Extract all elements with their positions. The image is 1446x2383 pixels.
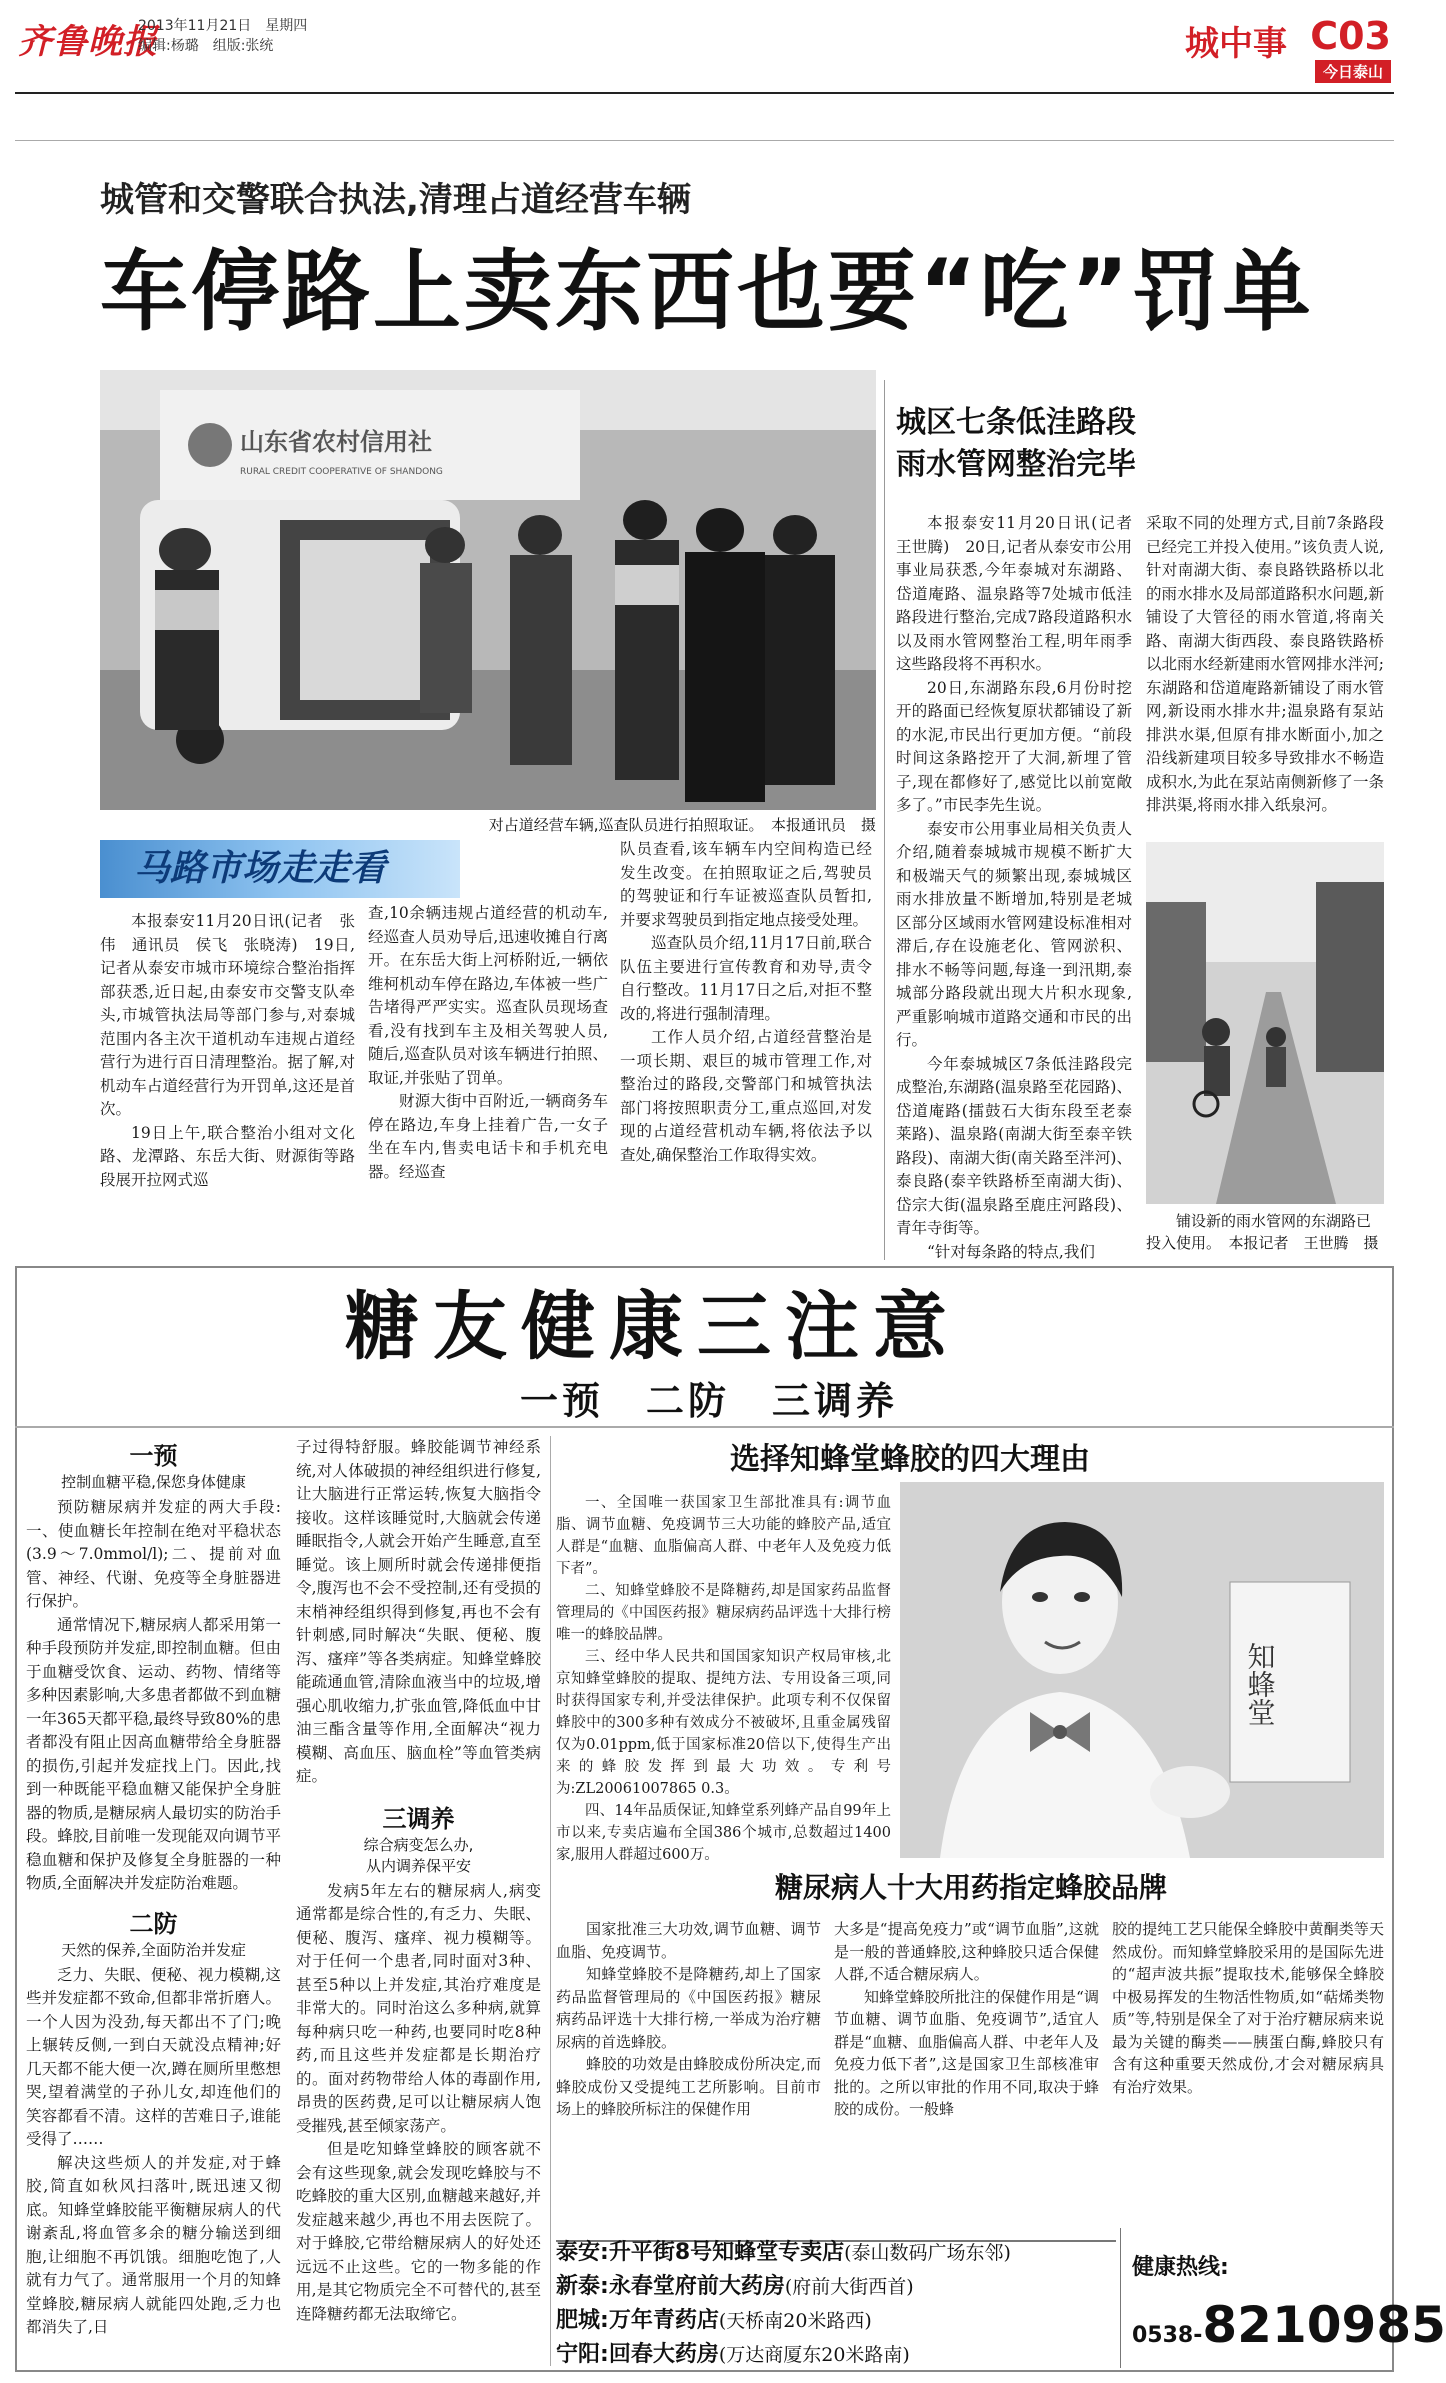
shop-item: 宁阳:回春大药房(万达商厦东20米路南) [556, 2342, 910, 2367]
issue-date: 2013年11月21日 星期四 [138, 18, 308, 34]
header-rule [15, 92, 1394, 94]
brand-body-col1: 国家批准三大功效,调节血糖、调节血脂、免疫调节。 知蜂堂蜂胶不是降糖药,却上了国家药品监督管理局的《中国医药报》糖尿病药品评选十大排行榜,一举成为治疗糖尿病的首选蜂胶。 蜂胶的功效是由蜂胶成份所决定,而蜂胶成份又受提纯工艺所影响。目前市场上的蜂胶所标注的保健作用 [556, 1920, 821, 2118]
reasons-body: 一、全国唯一获国家卫生部批准具有:调节血脂、调节血糖、免疫调节三大功能的蜂胶产品,适宜人群是“血糖、血脂偏高人群、中老年人及免疫力低下者”。 二、知蜂堂蜂胶不是降糖药,却是国家药品监督管理局的《中国医药报》糖尿病药品评选十大排行榜唯一的蜂胶品牌。 三、经中华人民共和国国家知识产权局审核,北京知蜂堂蜂胶的提取、提纯方法、专用设备三项,同时获得国家专利,并受法律保护。此项专利不仅保留蜂胶中的300多种有效成分不被破坏,且重金属残留仅为0.01ppm,低于国家标准20倍以下,使得生产出来的蜂胶发挥到最大功效。专利号为:ZL20061007865 0.3。 四、14年品质保证,知蜂堂系列蜂产品自99年上市以来,专卖店遍布全国386个城市,总数超过1400家,服用人群超过600万。 [556, 1495, 891, 1863]
newspaper-logo: 齐鲁晚报 [18, 22, 158, 62]
column-banner-text: 马路市场走走看 [134, 848, 387, 889]
hotline-digits: 8210985 [1202, 2296, 1446, 2354]
col2-body: 子过得特舒服。蜂胶能调节神经系统,对人体破损的神经组织进行修复,让大脑进行正常运转,恢复大脑指令接收。这样该睡觉时,大脑就会传递睡眠指令,人就会开始产生睡意,直至睡觉。该上厕所时就会传递排便指令,腹泻也不会不受控制,还有受损的末梢神经组织得到修复,再也不会有针刺感,同时解决“失眠、便秘、腹泻、瘙痒”等各类病症。知蜂堂蜂胶能疏通血管,清除血液当中的垃圾,增强心肌收缩力,扩张血管,降低血中甘油三酯含量等作用,全面解决“视力模糊、高血压、脑血栓”等血管类病症。 [296, 1438, 541, 1785]
reasons-title: 选择知蜂堂蜂胶的四大理由 [730, 1442, 1090, 1477]
section-name: 城中事 [1185, 24, 1287, 64]
sec1-body: 预防糖尿病并发症的两大手段:一、使血糖长年控制在绝对平稳状态(3.9～7.0mmol/l);二、提前对血管、神经、代谢、免疫等全身脏器进行保护。 通常情况下,糖尿病人都采用第一种手段预防并发症,即控制血糖。但由于血糖受饮食、运动、药物、情绪等多种因素影响,大多患者都做不到血糖一年365天都平稳,最终导致80%的患者都没有阻止因高血糖带给全身脏器的损伤,引起并发症找上门。因此,找到一种既能平稳血糖又能保护全身脏器的物质,是糖尿病人最切实的防治手段。蜂胶,目前唯一发现能双向调节平稳血糖和保护及修复全身脏器的一种物质,全面解决并发症防治难题。 [26, 1498, 281, 1892]
issue-meta [138, 16, 307, 56]
hotline-number [1132, 2296, 1446, 2354]
product-label: 知蜂堂 [1243, 1642, 1277, 1726]
sec3-subtitle-1: 综合病变怎么办, [363, 1835, 474, 1854]
photo-sign-en: RURAL CREDIT COOPERATIVE OF SHANDONG [240, 467, 443, 477]
edition-label: 今日泰山 [1315, 60, 1391, 83]
photo-sign-text: 山东省农村信用社 [240, 428, 432, 456]
lead-headline: 车停路上卖东西也要“吃”罚单 [100, 240, 1314, 343]
side-photo-caption: 铺设新的雨水管网的东湖路已投入使用。 本报记者 王世腾 摄 [1146, 1212, 1379, 1252]
spokesperson-photo [900, 1482, 1384, 1858]
spokesperson-illustration [900, 1482, 1384, 1858]
lead-body-col1: 本报泰安11月20日讯(记者 张伟 通讯员 侯飞 张晓涛) 19日,记者从泰安市城市环境综合整治指挥部获悉,近日起,由泰安市交警支队牵头,市城管执法局等部门参与,对泰城范围内各主次干道机动车违规占道经营行为进行百日清理整治。据了解,对机动车占道经营行为开罚单,这还是首次。 19日上午,联合整治小组对文化路、龙潭路、东岳大街、财源街等路段展开拉网式巡 [100, 912, 355, 1189]
shop-list [556, 2236, 1116, 2372]
sec2-subtitle: 天然的保养,全面防治并发症 [61, 1940, 246, 1959]
sec2-title: 二防 [129, 1909, 178, 1938]
ad-title-rule [15, 1426, 1394, 1428]
page-number: C03 [1310, 14, 1391, 58]
lead-top-rule [15, 140, 1394, 141]
issue-editor: 编辑:杨璐 组版:张统 [138, 38, 274, 54]
side-photo [1146, 842, 1384, 1204]
lead-body-col2: 查,10余辆违规占道经营的机动车,经巡查人员劝导后,迅速收摊自行离开。在东岳大街上河桥附近,一辆依维柯机动车停在路边,车体被一些广告堵得严严实实。巡查队员现场查看,没有找到车主及相关驾驶人员,随后,巡查队员对该车辆进行拍照、取证,并张贴了罚单。 财源大街中百附近,一辆商务车停在路边,车身上挂着广告,一女子坐在车内,售卖电话卡和手机充电器。经巡查 [368, 904, 608, 1181]
hotline-area: 0538- [1132, 2323, 1203, 2348]
ad-section-2 [296, 1436, 541, 2326]
side-body-col2: 采取不同的处理方式,目前7条路段已经完工并投入使用。”该负责人说,针对南湖大街、泰良路铁路桥以北的雨水排水及局部道路积水问题,新铺设了大管径的雨水管道,将南关路、南湖大街西段、泰良路铁路桥以北雨水经新建雨水管网排水泮河;东湖路和岱道庵路新铺设了雨水管网,新设雨水排水井;温泉路有泵站排洪水渠,但原有排水断面小,加之沿线新建项目较多导致排水不畅造成积水,为此在泵站南侧新修了一条排洪渠,将雨水排入纸泉河。 [1146, 514, 1384, 814]
ad-subtitle: 一预 二防 三调养 [520, 1379, 899, 1423]
lead-photo-caption: 对占道经营车辆,巡查队员进行拍照取证。 本报通讯员 摄 [488, 816, 876, 834]
column-banner [100, 840, 460, 898]
column-divider [884, 380, 885, 1260]
lead-body-col3: 队员查看,该车辆车内空间构造已经发生改变。在拍照取证之后,驾驶员的驾驶证和行车证被巡查队员暂扣,并要求驾驶员到指定地点接受处理。 巡查队员介绍,11月17日前,联合队伍主要进行宣传教育和劝导,责令自行整改。11月17日之后,对拒不整改的,将进行强制清理。 工作人员介绍,占道经营整治是一项长期、艰巨的城市管理工作,对整治过的路段,交警部门和城管执法部门将按照职责分工,重点巡回,对发现的占道经营机动车辆,将依法予以查处,确保整治工作取得实效。 [620, 840, 872, 1164]
lead-photo-illustration [100, 370, 876, 810]
sec3-body: 发病5年左右的糖尿病人,病变通常都是综合性的,有乏力、失眠、便秘、腹泻、瘙痒、视力模糊等。对于任何一个患者,同时面对3种、甚至5种以上并发症,其治疗难度是非常大的。同时治这么多种病,就算每种病只吃一种药,也要同时吃8种药,而且这些并发症都是长期治疗的。面对药物带给人体的毒副作用,昂贵的医药费,足可以让糖尿病人饱受摧残,甚至倾家荡产。 但是吃知蜂堂蜂胶的顾客就不会有这些现象,就会发现吃蜂胶与不吃蜂胶的重大区别,血糖越来越好,并发症越来越少,再也不用去医院了。对于蜂胶,它带给糖尿病人的好处还远远不止这些。它的一物多能的作用,是其它物质完全不可替代的,甚至连降糖药都无法取缔它。 [296, 1881, 541, 2323]
brand-body-col3: 胶的提纯工艺只能保全蜂胶中黄酮类等天然成份。而知蜂堂蜂胶采用的是国际先进的“超声波共振”提取技术,能够保全蜂胶中极易挥发的生物活性物质,如“萜烯类物质”等,特别是保全了对于治疗糖尿病来说最为关键的酶类——胰蛋白酶,蜂胶只有含有这种重要天然成份,才会对糖尿病具有治疗效果。 [1112, 1920, 1384, 2096]
side-headline-line2: 雨水管网整治完毕 [896, 447, 1136, 482]
ad-section-1 [26, 1436, 281, 2340]
side-photo-illustration [1146, 842, 1384, 1204]
shop-item: 肥城:万年青药店(天桥南20米路西) [556, 2308, 872, 2333]
sec2-body: 乏力、失眠、便秘、视力模糊,这些并发症都不致命,但都非常折磨人。一个人因为没劲,每天都出不了门;晚上辗转反侧,一到白天就没点精神;好几天都不能大便一次,蹲在厕所里憋想哭,望着满堂的子孙儿女,却连他们的笑容都看不清。这样的苦难日子,谁能受得了…… 解决这些烦人的并发症,对于蜂胶,简直如秋风扫落叶,既迅速又彻底。知蜂堂蜂胶能平衡糖尿病人的代谢紊乱,将血管多余的糖分输送到细胞,让细胞不再饥饿。细胞吃饱了,人就有力气了。通常服用一个月的知蜂堂蜂胶,糖尿病人就能四处跑,乏力也都消失了,日 [26, 1965, 281, 2336]
lead-photo [100, 370, 876, 810]
lead-subheadline: 城管和交警联合执法,清理占道经营车辆 [100, 180, 691, 220]
shop-item: 新泰:永春堂府前大药房(府前大街西首) [556, 2274, 914, 2299]
side-headline [896, 402, 1136, 486]
ad-divider [550, 1436, 551, 2366]
sec1-title: 一预 [129, 1442, 178, 1470]
side-headline-line1: 城区七条低洼路段 [896, 405, 1136, 440]
shop-item: 泰安:升平街8号知蜂堂专卖店(泰山数码广场东邻) [556, 2240, 1011, 2265]
hotline-label: 健康热线: [1132, 2255, 1229, 2280]
sec1-subtitle: 控制血糖平稳,保您身体健康 [61, 1473, 246, 1491]
ad-title: 糖友健康三注意 [345, 1284, 961, 1370]
sec3-title: 三调养 [382, 1804, 455, 1833]
brand-title: 糖尿病人十大用药指定蜂胶品牌 [774, 1871, 1167, 1904]
side-body-col1: 本报泰安11月20日讯(记者 王世腾) 20日,记者从泰安市公用事业局获悉,今年泰城对东湖路、岱道庵路、温泉路等7处城市低洼路段进行整治,完成7路段道路积水以及雨水管网整治工程,明年雨季这些路段将不再积水。 20日,东湖路东段,6月份时挖开的路面已经恢复原状都铺设了新的水泥,市民出行更加方便。“前段时间这条路挖开了大洞,新埋了管子,现在都修好了,感觉比以前宽敞多了。”市民李先生说。 泰安市公用事业局相关负责人介绍,随着泰城城市规模不断扩大和极端天气的频繁出现,泰城城区雨水排放量不断增加,特别是老城区部分区域雨水管网建设标准相对滞后,存在设施老化、管网淤积、排水不畅等问题,每逢一到汛期,泰城部分路段就出现大片积水现象,严重影响城市道路交通和市民的出行。 今年泰城城区7条低洼路段完成整治,东湖路(温泉路至花园路)、岱道庵路(擂鼓石大街东段至老泰莱路)、温泉路(南湖大街至泰辛铁路段)、南湖大街(南关路至泮河)、泰良路(泰辛铁路桥至南湖大街)、岱宗大街(温泉路至鹿庄河路段)、青年寺街等。 “针对每条路的特点,我们 [896, 514, 1148, 1261]
hotline-divider [1120, 2228, 1121, 2368]
brand-body-col2: 大多是“提高免疫力”或“调节血脂”,这就是一般的普通蜂胶,这种蜂胶只适合保健人群,不适合糖尿病人。 知蜂堂蜂胶所批注的保健作用是“调节血糖、调节血脂、免疫调节”,适宜人群是“血糖、血脂偏高人群、中老年人及免疫力低下者”,这是国家卫生部核准审批的。之所以审批的作用不同,取决于蜂胶的成份。一般蜂 [834, 1920, 1099, 2118]
sec3-subtitle-2: 从内调养保平安 [365, 1856, 471, 1875]
